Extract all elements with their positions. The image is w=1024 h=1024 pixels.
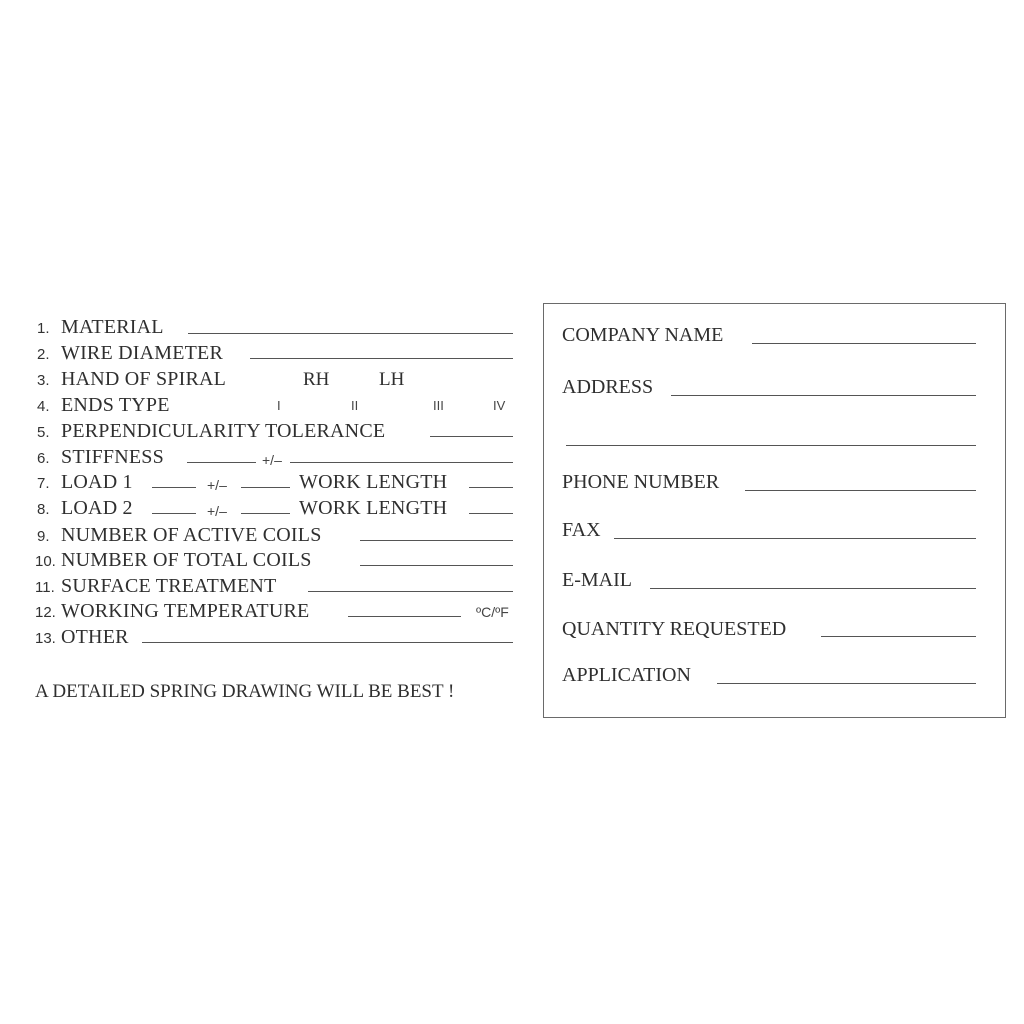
load-1-tolerance-field[interactable] [241,487,290,488]
option-lh[interactable]: LH [379,369,405,390]
contact-form-panel [543,303,1006,718]
item-number: 6. [37,450,50,467]
other-field[interactable] [142,642,513,643]
label-load-2: LOAD 2 [61,497,133,519]
fax-field[interactable] [614,538,976,539]
label-phone-number: PHONE NUMBER [562,471,720,493]
company-name-field[interactable] [752,343,976,344]
temperature-unit: ºC/ºF [476,604,509,620]
load-2-field[interactable] [152,513,196,514]
item-number: 1. [37,320,50,337]
label-total-coils: NUMBER OF TOTAL COILS [61,549,312,571]
work-length-1-field[interactable] [469,487,513,488]
email-field[interactable] [650,588,976,589]
work-length-2-field[interactable] [469,513,513,514]
application-field[interactable] [717,683,976,684]
label-working-temperature: WORKING TEMPERATURE [61,600,310,622]
label-hand-of-spiral: HAND OF SPIRAL [61,368,227,390]
label-work-length-2: WORK LENGTH [299,497,448,519]
label-company-name: COMPANY NAME [562,324,724,346]
label-email: E-MAIL [562,569,632,591]
material-field[interactable] [188,333,513,334]
active-coils-field[interactable] [360,540,513,541]
label-work-length-1: WORK LENGTH [299,471,448,493]
label-ends-type: ENDS TYPE [61,394,170,416]
item-number: 2. [37,346,50,363]
surface-treatment-field[interactable] [308,591,513,592]
item-number: 9. [37,528,50,545]
wire-diameter-field[interactable] [250,358,513,359]
total-coils-field[interactable] [360,565,513,566]
label-perpendicularity-tolerance: PERPENDICULARITY TOLERANCE [61,420,386,442]
drawing-note: A DETAILED SPRING DRAWING WILL BE BEST ! [35,681,455,702]
label-material: MATERIAL [61,316,164,338]
item-number: 13. [35,630,56,647]
label-fax: FAX [562,519,601,541]
option-ends-i[interactable]: I [277,398,281,413]
item-number: 7. [37,475,50,492]
label-stiffness: STIFFNESS [61,446,164,468]
item-number: 4. [37,398,50,415]
load-2-tolerance-sign: +/– [207,503,227,519]
label-application: APPLICATION [562,664,691,686]
perpendicularity-field[interactable] [430,436,513,437]
working-temperature-field[interactable] [348,616,461,617]
stiffness-field[interactable] [187,462,256,463]
label-quantity-requested: QUANTITY REQUESTED [562,618,787,640]
label-address: ADDRESS [562,376,654,398]
option-rh[interactable]: RH [303,369,330,390]
label-other: OTHER [61,626,129,648]
item-number: 8. [37,501,50,518]
load-1-field[interactable] [152,487,196,488]
option-ends-ii[interactable]: II [351,398,359,413]
load-1-tolerance-sign: +/– [207,477,227,493]
label-wire-diameter: WIRE DIAMETER [61,342,224,364]
address-line-2-field[interactable] [566,445,976,446]
stiffness-tolerance-field[interactable] [290,462,513,463]
load-2-tolerance-field[interactable] [241,513,290,514]
stiffness-tolerance-sign: +/– [262,452,282,468]
quantity-requested-field[interactable] [821,636,976,637]
label-active-coils: NUMBER OF ACTIVE COILS [61,524,322,546]
label-surface-treatment: SURFACE TREATMENT [61,575,277,597]
item-number: 3. [37,372,50,389]
address-field[interactable] [671,395,976,396]
option-ends-iii[interactable]: III [433,398,444,413]
option-ends-iv[interactable]: IV [493,398,506,413]
item-number: 11. [35,579,55,596]
item-number: 5. [37,424,50,441]
label-load-1: LOAD 1 [61,471,133,493]
item-number: 12. [35,604,56,621]
item-number: 10. [35,553,56,570]
phone-number-field[interactable] [745,490,976,491]
